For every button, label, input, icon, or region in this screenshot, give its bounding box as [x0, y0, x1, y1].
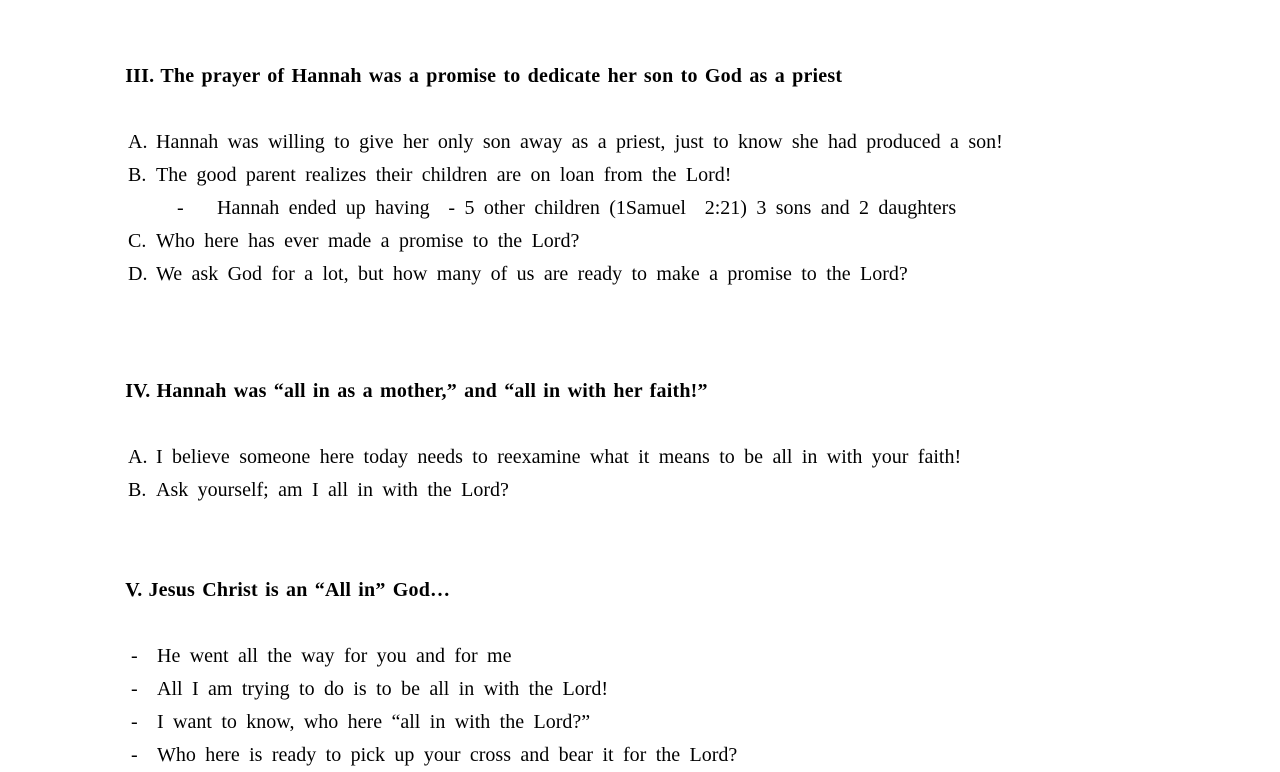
- outline-item-iii-a: [128, 126, 1240, 159]
- item-text: Who here is ready to pick up your cross and bear it for the Lord?: [157, 744, 738, 766]
- section-iii-number: III.: [125, 65, 155, 87]
- outline-item-iii-d: [128, 258, 1240, 291]
- outline-item-iv-b: [128, 474, 1240, 507]
- dash-bullet: -: [131, 744, 138, 766]
- outline-item-v-1: [131, 640, 1240, 673]
- item-text: Ask yourself; am I all in with the Lord?: [156, 479, 509, 501]
- section-iv-number: IV.: [125, 380, 151, 402]
- dash-bullet: -: [131, 645, 138, 667]
- item-label: C.: [128, 230, 147, 252]
- dash-bullet: -: [131, 711, 138, 733]
- outline-item-iii-dash: [177, 192, 1240, 225]
- item-text: Hannah ended up having - 5 other children (1Samuel 2:21) 3 sons and 2 daughters: [217, 197, 957, 219]
- item-text: He went all the way for you and for me: [157, 645, 512, 667]
- outline-item-v-3: [131, 706, 1240, 739]
- item-text: The good parent realizes their children are on loan from the Lord!: [156, 164, 732, 186]
- item-text: I want to know, who here “all in with the Lord?”: [157, 711, 591, 733]
- dash-bullet: -: [131, 678, 138, 700]
- outline-item-v-4: [131, 739, 1240, 772]
- section-iii-title: The prayer of Hannah was a promise to dedicate her son to God as a priest: [160, 65, 843, 87]
- section-iv-heading: [82, 342, 1240, 441]
- item-label: D.: [128, 263, 148, 285]
- section-v-title: Jesus Christ is an “All in” God…: [148, 579, 451, 601]
- item-label: A.: [128, 446, 148, 468]
- section-v-number: V.: [125, 579, 143, 601]
- section-iv-title: Hannah was “all in as a mother,” and “all in with her faith!”: [156, 380, 708, 402]
- item-text: All I am trying to do is to be all in with the Lord!: [157, 678, 609, 700]
- section-iv: [82, 342, 1240, 507]
- outline-item-v-2: [131, 673, 1240, 706]
- outline-item-iv-a: [128, 441, 1240, 474]
- outline-item-iii-b: [128, 159, 1240, 192]
- outline-item-iii-c: [128, 225, 1240, 258]
- item-label: B.: [128, 479, 147, 501]
- item-label: A.: [128, 131, 148, 153]
- dash-bullet: -: [177, 197, 184, 219]
- item-label: B.: [128, 164, 147, 186]
- item-text: Who here has ever made a promise to the Lord?: [156, 230, 580, 252]
- section-iii: [82, 27, 1240, 291]
- item-text: We ask God for a lot, but how many of us are ready to make a promise to the Lord?: [156, 263, 908, 285]
- item-text: Hannah was willing to give her only son away as a priest, just to know she had produced a son!: [156, 131, 1003, 153]
- section-iii-heading: [82, 27, 1240, 126]
- section-v: [82, 541, 1240, 772]
- item-text: I believe someone here today needs to reexamine what it means to be all in with your faith!: [156, 446, 962, 468]
- section-v-heading: [82, 541, 1240, 640]
